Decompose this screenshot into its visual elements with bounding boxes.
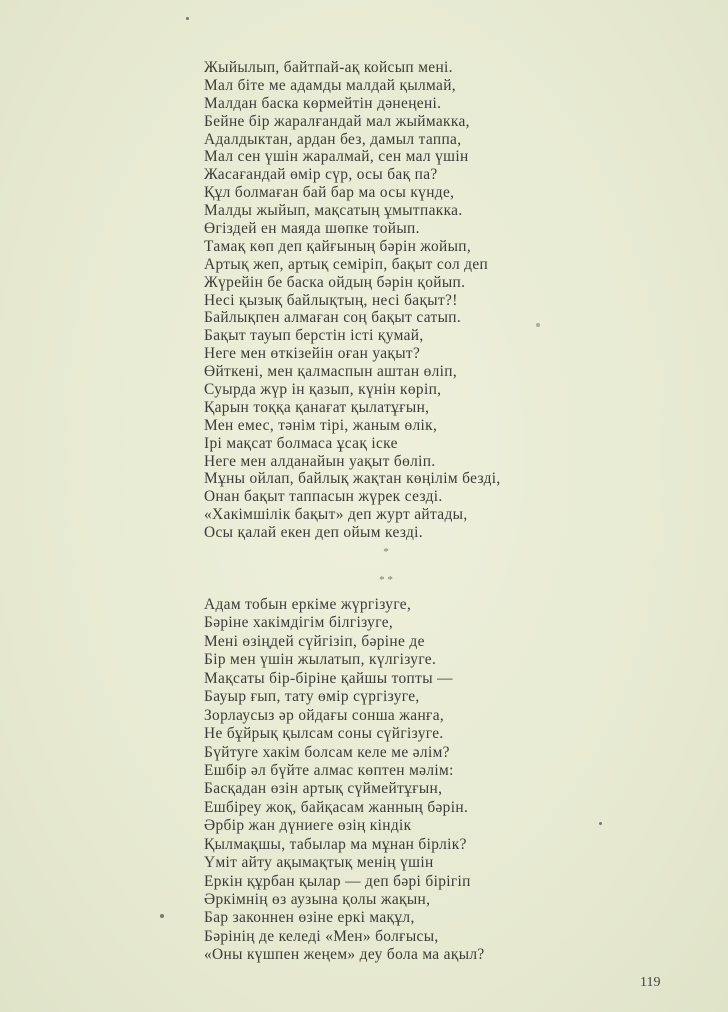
poem-line: Бәрінің де келеді «Мен» болғысы, — [204, 927, 439, 945]
poem-line: Бәріне хакімдігім білгізуге, — [204, 614, 394, 632]
poem-line: Әрбір жан дүниеге өзің кіндік — [204, 817, 412, 835]
poem-line: Осы қалай екен деп ойым кезді. — [204, 524, 423, 542]
poem-line: Малды жыйып, мақсатың ұмытпакка. — [204, 202, 463, 220]
poem-line: Өйткені, мен қалмаспын аштан өліп, — [204, 363, 458, 381]
poem-line: Артық жеп, артық семіріп, бақыт сол деп — [204, 255, 489, 273]
poem-line: Мен емес, тәнім тірі, жаным өлік, — [204, 416, 438, 434]
poem-line: Еркін құрбан қылар — деп бәрі бірігіп — [204, 872, 471, 890]
poem-line: Қарын тоққа қанағат қылатұғын, — [204, 398, 430, 416]
poem-line: Бар законнен өзіне еркі мақұл, — [204, 909, 415, 927]
poem-line: Тамақ көп деп қайғының бәрін жойып, — [204, 237, 472, 255]
poem-line: Байлықпен алмаған соң бақыт сатып. — [204, 309, 462, 327]
poem-line: Жасағандай өмір сүр, осы бақ па? — [204, 166, 438, 184]
asterism-line: * * — [379, 574, 393, 586]
poem-line: Басқадан өзін артық сүймейтұғын, — [204, 780, 443, 798]
poem-line: Жыйылып, байтпай-ақ койсып мені. — [204, 59, 453, 76]
poem-line: Бүйтуге хакім болсам келе ме әлім? — [204, 743, 450, 761]
poem-line: Онан бақыт таппасын жүрек сезді. — [204, 488, 443, 506]
poem-line: Ешбір әл бүйте алмас көптен мәлім: — [204, 761, 454, 779]
stanza-separator-asterism — [374, 546, 398, 586]
poem-line: Әркімнің өз аузына қолы жақын, — [204, 891, 431, 908]
poem-line: Ешбіреу жоқ, байқасам жанның бәрін. — [204, 798, 469, 816]
page-number: 119 — [640, 975, 661, 990]
paper-speck — [536, 323, 540, 327]
paper-speck — [599, 822, 602, 825]
poem-line: Неге мен алданайын уақыт бөліп. — [204, 452, 436, 470]
poem-line: Қылмақшы, табылар ма мұнан бірлік? — [204, 835, 467, 853]
poem-line: Жүрейін бе баска ойдың бәрін қойып. — [204, 273, 466, 291]
poem-line: Адам тобын еркіме жүргізуге, — [204, 596, 412, 613]
poem-line: Адалдыктан, ардан без, дамыл таппа, — [204, 130, 462, 148]
poem-line: «Оны күшпен жеңем» деу бола ма ақыл? — [204, 946, 485, 964]
poem-line: Мұны ойлап, байлық жақтан көңілім безді, — [204, 470, 501, 488]
poem-line: «Хакімшілік бақыт» деп журт айтады, — [204, 506, 468, 524]
asterism-line: * — [383, 546, 389, 558]
poem-line: Құл болмаған бай бар ма осы күнде, — [204, 184, 455, 202]
poem-line: Малдан баска көрмейтін дәнеңені. — [204, 94, 442, 112]
paper-speck — [160, 914, 164, 918]
poem-line: Өгіздей ен маяда шөпке тойып. — [204, 220, 420, 238]
poem-line: Мақсаты бір-біріне қайшы топты — — [204, 669, 453, 687]
poem-line: Суырда жүр ін қазып, күнін көріп, — [204, 381, 442, 399]
poem-line: Неге мен өткізейін оған уақыт? — [204, 345, 421, 363]
poem-line: Мал сен үшін жаралмай, сен мал үшін — [204, 148, 469, 166]
poem-line: Бейне бір жаралғандай мал жыймакка, — [204, 112, 470, 130]
poem-line: Бір мен үшін жылатып, күлгізуге. — [204, 651, 437, 669]
paper-speck — [186, 17, 189, 20]
poem-line: Мені өзіңдей сүйгізіп, бәріне де — [204, 632, 425, 650]
poem-line: Ірі мақсат болмаса ұсақ іске — [204, 434, 398, 452]
poem-line: Үміт айту ақымақтық менің үшін — [204, 854, 434, 872]
poem-stanza-1 — [204, 59, 501, 542]
poem-line: Не бұйрық қылсам соны сүйгізуге. — [204, 725, 444, 743]
poem-line: Несі қызық байлықтың, несі бақыт?! — [204, 291, 458, 309]
poem-stanza-2 — [204, 596, 485, 965]
poem-line: Зорлаусыз әр ойдағы сонша жанға, — [204, 706, 445, 724]
poem-line: Мал біте ме адамды малдай қылмай, — [204, 76, 456, 94]
poem-line: Бауыр ғып, тату өмір сүргізуге, — [204, 688, 420, 706]
poem-line: Бақыт тауып берстін істі қумай, — [204, 327, 424, 345]
